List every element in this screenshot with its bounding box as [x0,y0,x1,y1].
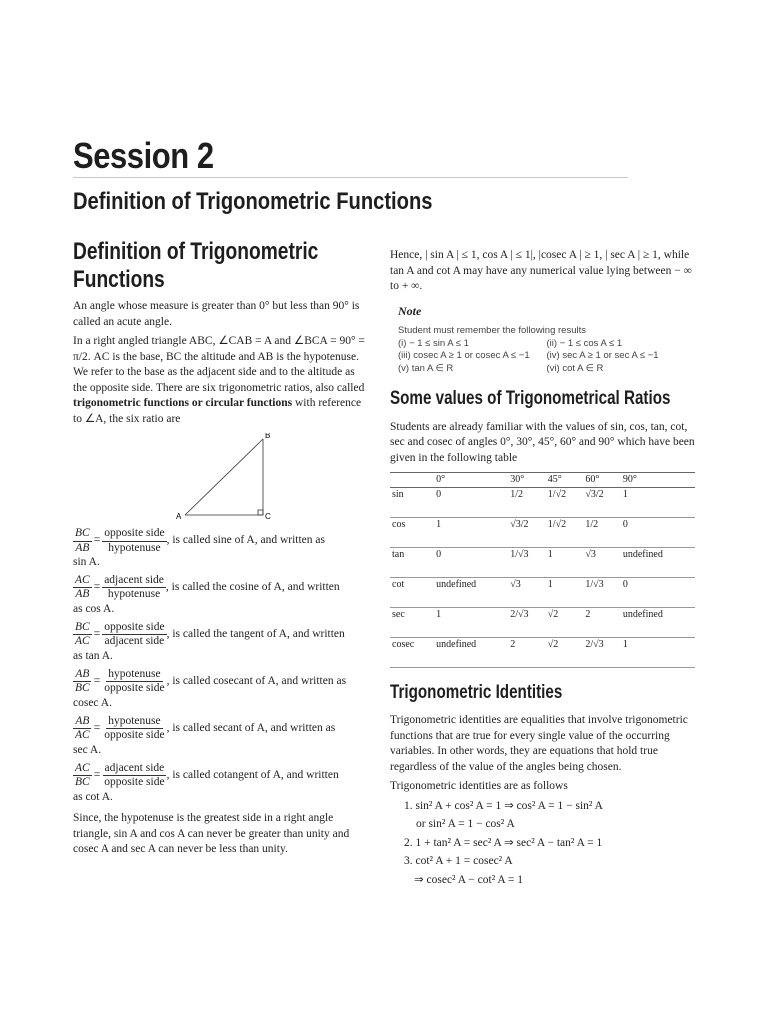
word-fraction [102,668,166,695]
ratio-line [73,527,368,554]
values-heading: Some values of Trigonometrical Ratios [390,387,671,409]
table-row [390,547,695,577]
value-cell: √3/2 [508,517,546,547]
equals-sign: = [93,581,101,594]
value-cell: 1 [434,517,508,547]
table-header-cell: 60° [583,473,621,488]
table-header-cell: 0° [434,473,508,488]
function-name-cell: cosec [390,637,434,667]
fraction-numerator: opposite side [102,527,166,541]
equals-sign: = [93,534,101,547]
note-row [398,338,695,351]
letter-fraction [73,621,92,648]
value-cell: 0 [434,487,508,517]
fraction-denominator: opposite side [104,776,165,789]
table-row [390,607,695,637]
equals-sign: = [93,769,101,782]
closing-paragraph: Since, the hypotenuse is the greatest side in a right angle triangle, sin A and cos A can never be greater than unity and cosec A and sec A can never be less than unity. [73,812,350,856]
triangle-text-1: In a right angled triangle ABC, ∠CAB = A and ∠BCA = 90° = π/2. AC is the base, BC the altitude and AB is the hypotenuse. We refer to the base as the adjacent side and to the altitude as the opposite side. There are six trigonometric ratios, also called [73,335,365,394]
acute-angle-paragraph: An angle whose measure is greater than 0° but less than 90° is called an acute angle. [73,300,360,328]
table-row [390,517,695,547]
value-cell: 1/2 [508,487,546,517]
value-cell: undefined [621,547,695,577]
fraction-numerator: hypotenuse [106,668,162,682]
value-cell: 2/√3 [508,607,546,637]
identity-line: 3. cot² A + 1 = cosec² A [404,855,513,868]
note-item: (iv) sec A ≥ 1 or sec A ≤ −1 [546,350,659,362]
function-name-cell: cot [390,577,434,607]
trig-values-table [390,472,695,668]
value-cell: 2 [508,637,546,667]
letter-fraction [73,715,92,742]
fraction-numerator: AB [73,668,91,682]
chapter-title: Definition of Trigonometric Functions [73,188,433,215]
ratio-description: , is called the cosine of A, and written [165,581,340,594]
value-cell: 1/√3 [508,547,546,577]
value-cell: 1 [621,637,695,667]
word-fraction [102,574,166,601]
value-cell: √3 [583,547,621,577]
fraction-denominator: BC [75,776,90,789]
ratio-definitions [73,527,368,805]
ratio-description: , is called cotangent of A, and written [166,769,339,782]
fraction-denominator: hypotenuse [107,588,161,601]
fraction-denominator: opposite side [104,682,165,695]
letter-fraction [73,762,92,789]
ratio-description: , is called the tangent of A, and written [166,628,345,641]
table-header-cell [390,473,434,488]
fraction-numerator: BC [73,527,92,541]
right-triangle-figure [173,433,273,521]
fraction-denominator: AB [75,588,90,601]
session-title: Session 2 [73,135,214,176]
value-cell: 0 [621,577,695,607]
value-cell: √2 [546,607,584,637]
equals-sign: = [93,675,101,688]
ratio-line [73,668,368,695]
note-item: (ii) − 1 ≤ cos A ≤ 1 [546,337,623,349]
fraction-denominator: opposite side [104,729,165,742]
value-cell: √3 [508,577,546,607]
fraction-numerator: adjacent side [103,762,167,776]
fraction-numerator: hypotenuse [106,715,162,729]
fraction-denominator: hypotenuse [108,541,161,554]
value-cell: 1/√3 [583,577,621,607]
value-cell: 1 [621,487,695,517]
function-name-cell: sec [390,607,434,637]
identities-lead: Trigonometric identities are as follows [390,780,568,793]
table-row [390,577,695,607]
note-lead: Student must remember the following results [398,324,586,336]
section-heading: Definition of Trigonometric Functions [73,238,319,293]
ratio-description: , is called cosecant of A, and written as [166,675,347,688]
ratio-tail: as cos A. [73,602,115,615]
letter-fraction [73,574,92,601]
triangle-text-bold: trigonometric functions or circular functions [73,397,293,410]
divider [73,177,628,178]
note-row [398,363,695,376]
triangle-text-2: with reference to ∠A, the six ratio are [73,397,362,425]
ratio-line [73,621,368,648]
function-name-cell: sin [390,487,434,517]
table-header-cell: 30° [508,473,546,488]
fraction-denominator: BC [75,682,90,695]
fraction-numerator: AC [73,762,92,776]
value-cell: 1/2 [583,517,621,547]
fraction-denominator: AB [75,541,90,554]
word-fraction [102,527,166,554]
identity-line: 2. 1 + tan² A = sec² A ⇒ sec² A − tan² A = 1 [404,836,603,849]
values-intro: Students are already familiar with the values of sin, cos, tan, cot, sec and cosec of angles 0°, 30°, 45°, 60° and 90° which have been given in the following table [390,420,695,464]
word-fraction [102,715,166,742]
value-cell: 1 [546,577,584,607]
value-cell: 2 [583,607,621,637]
identities-heading: Trigonometric Identities [390,681,563,703]
note-item: (i) − 1 ≤ sin A ≤ 1 [398,337,469,349]
fraction-numerator: AB [73,715,91,729]
value-cell: undefined [434,637,508,667]
table-header-cell: 90° [621,473,695,488]
right-column [390,248,695,891]
value-cell: 0 [434,547,508,577]
value-cell: 1 [546,547,584,577]
note-item: (iii) cosec A ≥ 1 or cosec A ≤ −1 [398,350,530,362]
value-cell: 1 [434,607,508,637]
ratio-description: , is called sine of A, and written as [166,534,325,547]
vertex-c-label: C [265,512,271,522]
identity-line: 1. sin² A + cos² A = 1 ⇒ cos² A = 1 − sin² A [404,799,603,812]
triangle-paragraph [73,334,368,427]
ratio-line [73,574,368,601]
function-name-cell: cos [390,517,434,547]
ratio-tail: as tan A. [73,649,113,662]
ratio-description: , is called secant of A, and written as [166,722,336,735]
identities-intro: Trigonometric identities are equalities that involve trigonometric functions that are true for every single value of the occurring variables. In other words, they are equations that hold true regardless of the value of the angles being chosen. [390,714,688,773]
ratio-tail: sec A. [73,743,102,756]
ratio-tail: sin A. [73,555,100,568]
value-cell: 0 [621,517,695,547]
word-fraction [102,621,166,648]
fraction-denominator: adjacent side [104,635,165,648]
value-cell: undefined [621,607,695,637]
value-cell: √2 [546,637,584,667]
identity-line: ⇒ cosec² A − cot² A = 1 [414,873,524,886]
table-header-cell: 45° [546,473,584,488]
fraction-denominator: AC [75,729,90,742]
value-cell: 1/√2 [546,517,584,547]
equals-sign: = [93,628,101,641]
table-row [390,487,695,517]
ratio-tail: cosec A. [73,696,112,709]
ratio-tail: as cot A. [73,790,113,803]
ratio-line [73,762,368,789]
value-cell: √3/2 [583,487,621,517]
letter-fraction [73,668,92,695]
equals-sign: = [93,722,101,735]
fraction-numerator: AC [73,574,92,588]
table-header-row [390,473,695,488]
note-box [398,303,695,376]
value-cell: 2/√3 [583,637,621,667]
left-column [73,238,368,862]
value-cell: 1/√2 [546,487,584,517]
word-fraction [102,762,166,789]
note-item: (vi) cot A ∈ R [546,363,604,375]
note-row [398,350,695,363]
value-cell: undefined [434,577,508,607]
function-name-cell: tan [390,547,434,577]
note-title: Note [398,303,422,318]
bounds-paragraph: Hence, | sin A | ≤ 1, cos A | ≤ 1|, |cosec A | ≥ 1, | sec A | ≥ 1, while tan A and cot A may have any numerical value lying between − ∞ to + ∞. [390,249,692,293]
fraction-numerator: adjacent side [102,574,166,588]
vertex-a-label: A [176,512,182,522]
table-row [390,637,695,667]
vertex-b-label: B [265,433,271,441]
note-item: (v) tan A ∈ R [398,363,454,375]
ratio-line [73,715,368,742]
fraction-denominator: AC [75,635,90,648]
fraction-numerator: opposite side [102,621,166,635]
identity-line: or sin² A = 1 − cos² A [416,818,515,831]
letter-fraction [73,527,92,554]
fraction-numerator: BC [73,621,92,635]
